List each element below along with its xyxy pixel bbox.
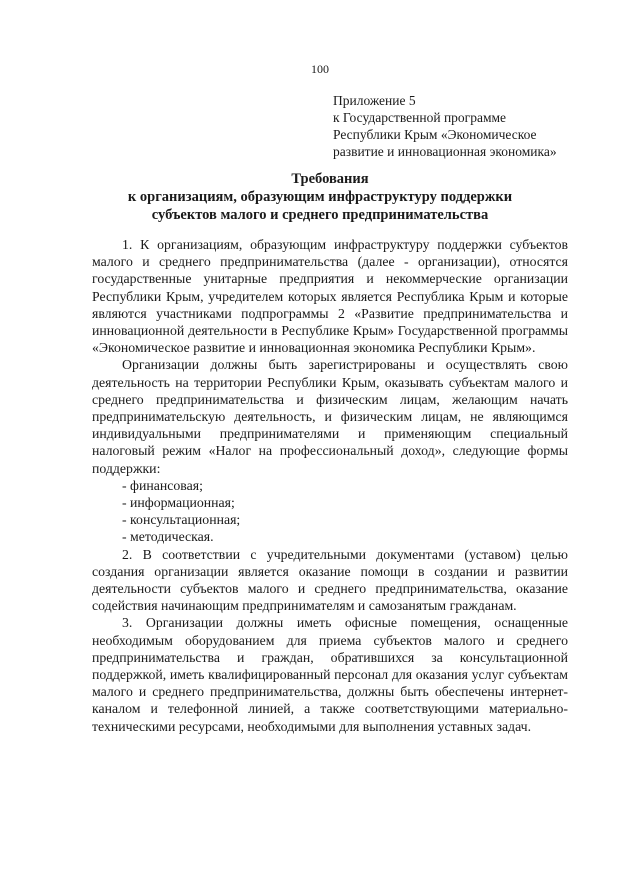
appendix-line-3: Республики Крым «Экономическое <box>333 127 537 142</box>
document-body <box>92 236 568 735</box>
paragraph-4: 3. Организации должны иметь офисные помещения, оснащенные необходимым оборудованием для приема субъектов малого и среднего предпринимательства и граждан, обратившихся за консультационной поддержкой, иметь квалифицированный персонал для оказания услуг субъектам малого и среднего предпринимательства, должны быть обеспечены интернет-каналом и телефонной линией, а также соответствующими материально-техническими ресурсами, необходимыми для выполнения уставных задач. <box>92 615 568 734</box>
paragraph-2: Организации должны быть зарегистрированы и осуществлять свою деятельность на территории Республики Крым, оказывать субъектам малого и среднего предпринимательства и физическим лицам, желающим начать предпринимательскую деятельность, и физическим лицам, не являющимся индивидуальными предпринимателями и применяющим специальный налоговый режим «Налог на профессиональный доход», следующие формы поддержки: <box>92 357 568 476</box>
list-item: - финансовая; <box>122 477 203 493</box>
appendix-line-1: Приложение 5 <box>333 93 416 108</box>
list-item: - методическая. <box>122 529 214 545</box>
title-line-2: к организациям, образующим инфраструктуру поддержки <box>127 189 513 205</box>
page-number: 100 <box>311 62 329 76</box>
document-title <box>0 170 640 224</box>
list-item: - информационная; <box>122 495 235 511</box>
appendix-header <box>333 92 568 160</box>
appendix-line-2: к Государственной программе <box>333 110 507 125</box>
title-line-3: субъектов малого и среднего предпринимательства <box>151 207 489 223</box>
appendix-line-4: развитие и инновационная экономика» <box>333 144 557 159</box>
paragraph-1: 1. К организациям, образующим инфраструктуру поддержки субъектов малого и среднего предпринимательства (далее - организации), относятся государственные унитарные предприятия и некоммерческие организации Республики Крым, учредителем которых является Республика Крым и которые являются участниками подпрограммы 2 «Развитие предпринимательства и инновационной деятельности в Республике Крым» Государственной программы «Экономическое развитие и инновационная экономика Республики Крым». <box>92 237 568 356</box>
list-item: - консультационная; <box>122 512 241 528</box>
paragraph-3: 2. В соответствии с учредительными документами (уставом) целью создания организации является оказание помощи в создании и развитии деятельности субъектов малого и среднего предпринимательства, оказание содействия начинающим предпринимателям и самозанятым гражданам. <box>92 546 568 614</box>
title-line-1: Требования <box>291 171 369 187</box>
